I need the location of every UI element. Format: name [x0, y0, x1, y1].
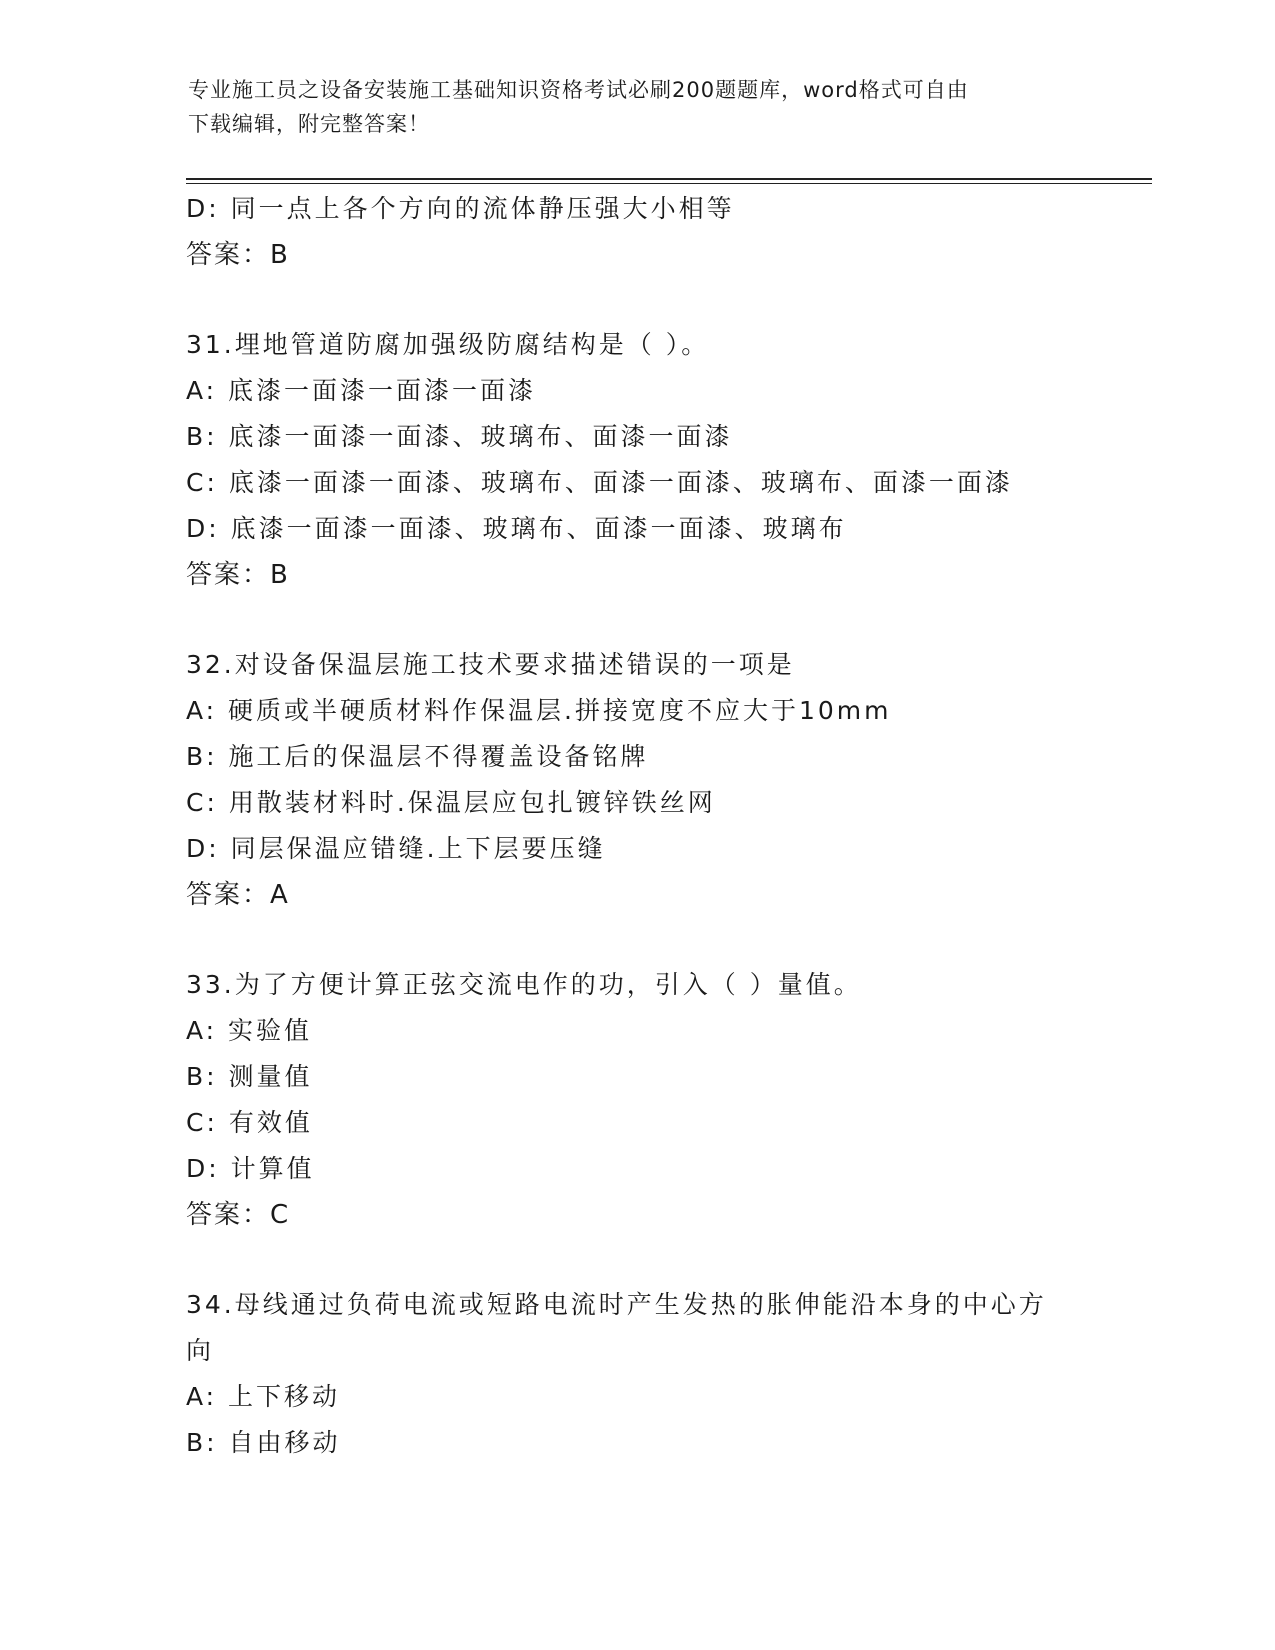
question-text: 32.对设备保温层施工技术要求描述错误的一项是 [186, 650, 795, 679]
question-text: 34.母线通过负荷电流或短路电流时产生发热的胀伸能沿本身的中心方向 [186, 1290, 1047, 1365]
option-b: B: 底漆一面漆一面漆、玻璃布、面漆一面漆 [186, 422, 733, 451]
question-block [186, 186, 1086, 278]
question-block [186, 1282, 1086, 1466]
question-list [186, 186, 1086, 1466]
question-text: 31.埋地管道防腐加强级防腐结构是（ ）。 [186, 330, 710, 359]
option-b: B: 自由移动 [186, 1428, 341, 1457]
option-c: C: 底漆一面漆一面漆、玻璃布、面漆一面漆、玻璃布、面漆一面漆 [186, 468, 1013, 497]
option-d: D: 底漆一面漆一面漆、玻璃布、面漆一面漆、玻璃布 [186, 514, 847, 543]
document-header [188, 73, 1068, 141]
answer-line: 答案：A [186, 880, 290, 910]
question-block [186, 962, 1086, 1238]
option-c: C: 有效值 [186, 1108, 313, 1137]
question-block [186, 642, 1086, 918]
answer-line: 答案：B [186, 240, 290, 270]
option-c: C: 用散装材料时.保温层应包扎镀锌铁丝网 [186, 788, 716, 817]
header-title-line-2: 下载编辑，附完整答案！ [188, 112, 430, 136]
header-divider [186, 178, 1152, 184]
answer-line: 答案：B [186, 560, 290, 590]
option-a: A: 底漆一面漆一面漆一面漆 [186, 376, 537, 405]
question-text: 33.为了方便计算正弦交流电作的功，引入（ ）量值。 [186, 970, 862, 999]
option-a: A: 硬质或半硬质材料作保温层.拼接宽度不应大于10mm [186, 696, 892, 725]
question-block [186, 322, 1086, 598]
option-a: A: 上下移动 [186, 1382, 341, 1411]
option-d: D: 计算值 [186, 1154, 315, 1183]
option-d: D: 同一点上各个方向的流体静压强大小相等 [186, 194, 735, 223]
header-title-line-1: 专业施工员之设备安装施工基础知识资格考试必刷200题题库，word格式可自由 [188, 78, 969, 102]
option-a: A: 实验值 [186, 1016, 313, 1045]
option-d: D: 同层保温应错缝.上下层要压缝 [186, 834, 606, 863]
option-b: B: 测量值 [186, 1062, 313, 1091]
option-b: B: 施工后的保温层不得覆盖设备铭牌 [186, 742, 649, 771]
answer-line: 答案：C [186, 1200, 291, 1230]
